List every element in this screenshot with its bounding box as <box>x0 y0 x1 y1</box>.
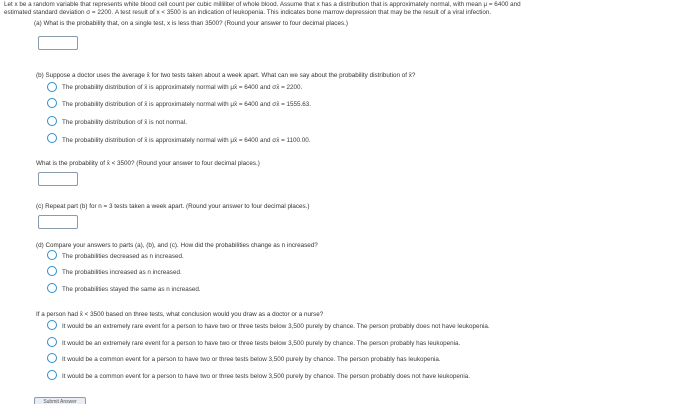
part-b-option-3-label[interactable]: The probability distribution of x̄ is not normal. <box>62 119 187 126</box>
problem-intro-line-1: Let x be a random variable that represents white blood cell count per cubic milliliter of whole blood. Assume that x has a distribution that is approximately normal, with mean μ = 6400 and <box>4 1 521 8</box>
part-b-option-4-label[interactable]: The probability distribution of x̄ is approximately normal with μx̄ = 6400 and σx̄ = 1100.00. <box>62 137 311 144</box>
part-c-answer-input[interactable] <box>38 215 78 229</box>
part-d-option-3-label[interactable]: The probabilities stayed the same as n increased. <box>62 286 201 293</box>
submit-answer-button[interactable]: Submit Answer <box>34 397 86 404</box>
part-b-option-1-label[interactable]: The probability distribution of x̄ is approximately normal with μx̄ = 6400 and σx̄ = 2200. <box>62 84 303 91</box>
part-b-option-2-radio[interactable] <box>47 98 57 108</box>
part-d-question: (d) Compare your answers to parts (a), (b), and (c). How did the probabilities change as n increased? <box>36 242 318 249</box>
part-e-option-2-radio[interactable] <box>47 337 57 347</box>
part-d-option-2-radio[interactable] <box>47 266 57 276</box>
part-b-answer-input[interactable] <box>38 172 78 186</box>
part-b-option-3-radio[interactable] <box>47 116 57 126</box>
part-e-option-2-label[interactable]: It would be an extremely rare event for a person to have two or three tests below 3,500 purely by chance. The person probably has leukopenia. <box>62 340 461 347</box>
part-b-option-1-radio[interactable] <box>47 82 57 92</box>
part-a-answer-input[interactable] <box>38 36 78 50</box>
part-d-option-3-radio[interactable] <box>47 283 57 293</box>
part-e-question: If a person had x̄ < 3500 based on three tests, what conclusion would you draw as a doctor or a nurse? <box>36 311 324 318</box>
part-b-option-4-radio[interactable] <box>47 133 57 143</box>
part-e-option-4-label[interactable]: It would be a common event for a person to have two or three tests below 3,500 purely by chance. The person probably does not have leukopenia. <box>62 373 471 380</box>
part-d-option-1-label[interactable]: The probabilities decreased as n increased. <box>62 253 184 260</box>
part-a-question: (a) What is the probability that, on a single test, x is less than 3500? (Round your answer to four decimal places.) <box>34 20 348 27</box>
part-e-option-4-radio[interactable] <box>47 370 57 380</box>
part-d-option-1-radio[interactable] <box>47 250 57 260</box>
part-e-option-1-radio[interactable] <box>47 320 57 330</box>
part-e-option-3-label[interactable]: It would be a common event for a person to have two or three tests below 3,500 purely by chance. The person probably has leukopenia. <box>62 356 441 363</box>
part-b-option-2-label[interactable]: The probability distribution of x̄ is approximately normal with μx̄ = 6400 and σx̄ = 1555.63. <box>62 101 312 108</box>
part-b-question: (b) Suppose a doctor uses the average x̄ for two tests taken about a week apart. What can we say about the probability distribution of x̄? <box>36 72 416 79</box>
part-e-option-3-radio[interactable] <box>47 353 57 363</box>
part-d-option-2-label[interactable]: The probabilities increased as n increased. <box>62 269 182 276</box>
part-c-question: (c) Repeat part (b) for n = 3 tests taken a week apart. (Round your answer to four decimal places.) <box>36 203 310 210</box>
part-e-option-1-label[interactable]: It would be an extremely rare event for a person to have two or three tests below 3,500 purely by chance. The person probably does not have leukopenia. <box>62 323 490 330</box>
part-b-followup-question: What is the probability of x̄ < 3500? (Round your answer to four decimal places.) <box>36 160 260 167</box>
problem-intro-line-2: estimated standard deviation σ = 2200. A test result of x < 3500 is an indication of leukopenia. This indicates bone marrow depression that may be the result of a viral infection. <box>4 9 492 16</box>
